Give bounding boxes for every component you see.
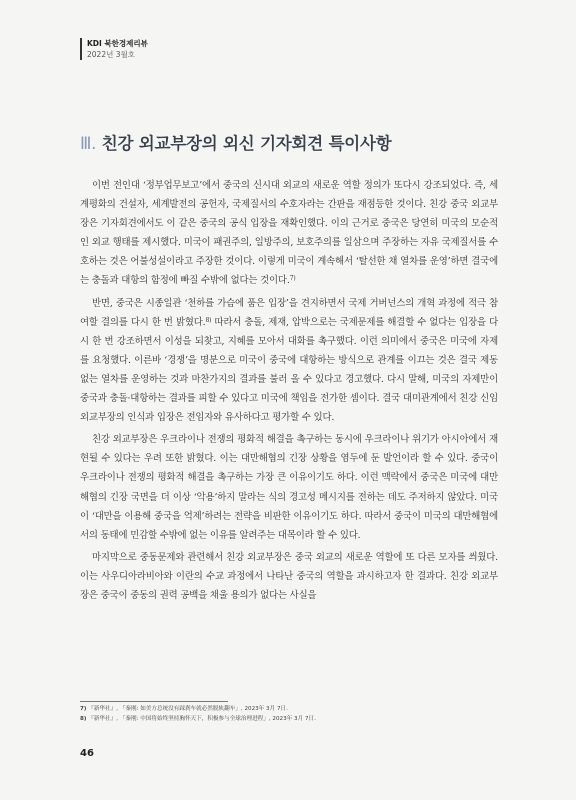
section-number: Ⅲ.: [80, 134, 97, 153]
paragraph-text: 친강 외교부장은 우크라이나 전쟁의 평화적 해결을 촉구하는 동시에 우크라이나 위기가 아시아에서 재현될 수 있다는 우려 또한 밝혔다. 이는 대만해협의 긴장 상황을 염두에 둔 발언이라 할 수 있다. 중국이 우크라이나 전쟁의 평화적 해결을 촉구하는 가장 큰 이유이기도 하다. 이런 맥락에서 중국은 미국에 대만해협의 긴장 국면을 더 이상 ‘악용’하지 말라는 식의 경고성 메시지를 전하는 데도 주저하지 않았다. 미국이 ‘대만을 이용해 중국을 억제’하려는 전략을 비판한 이유이기도 하다. 따라서 중국이 미국의 대만해협에서의 동태에 민감할 수밖에 없는 이유를 알려주는 대목이라 할 수 있다.: [80, 434, 498, 541]
footnote-number: 7): [80, 706, 87, 712]
footnote-8: [80, 715, 500, 725]
paragraph-2: [80, 294, 498, 428]
footnote-number: 8): [80, 715, 87, 722]
page-number: 46: [80, 748, 94, 759]
issue-date: 2022년 3월호: [87, 50, 135, 59]
paragraph-3: [80, 430, 498, 545]
paragraph-text: 이번 전인대 ‘정부업무보고’에서 중국의 신시대 외교의 새로운 역할 정의가 또다시 강조되었다. 즉, 세계평화의 건설자, 세계발전의 공헌자, 국제질서의 수호자라는 간판을 재점등한 것이다. 친강 중국 외교부장은 기자회견에서도 이 같은 중국의 공식 입장을 재확인했다. 이의 근거로 중국은 당연히 미국의 모순적인 외교 행태를 제시했다. 미국이 패권주의, 일방주의, 보호주의를 일삼으며 주장하는 자유 국제질서를 수호하는 것은 어불성설이라고 주장한 것이다. 이렇게 미국이 계속해서 ‘탈선한 채 열차를 운영’하면 결국에는 충돌과 대항의 함정에 빠질 수밖에 없다는 것이다.: [80, 180, 498, 287]
footnote-text: 『新华社』, 「秦刚: 中国将始终坚持胸怀天下，积极参与全球治理进程」, 2023年 3月 7日.: [88, 715, 316, 722]
paragraph-4: [80, 548, 498, 605]
footnote-7: [80, 705, 500, 715]
body-text: [80, 176, 498, 608]
footnote-ref-7: 7): [289, 275, 296, 283]
footnote-divider: [80, 701, 228, 702]
running-header: [80, 38, 148, 60]
paragraph-text: 마지막으로 중동문제와 관련해서 친강 외교부장은 중국 외교의 새로운 역할에 또 다른 모자를 씌웠다. 이는 사우디아라비아와 이란의 수교 과정에서 나타난 중국의 역할을 과시하고자 한 결과다. 친강 외교부장은 중국이 중동의 권력 공백을 채울 용의가 없다는 사실을: [80, 551, 498, 601]
section-heading: 친강 외교부장의 외신 기자회견 특이사항: [101, 134, 392, 153]
publication-name: KDI 북한경제리뷰: [87, 39, 148, 48]
footnotes: [80, 705, 500, 724]
paragraph-text: 반면, 중국은 시종일관 ‘천하를 가슴에 품은 입장’을 견지하면서 국제 거버넌스의 개혁 과정에 적극 참여할 결의를 다시 한 번 밝혔다.: [80, 297, 498, 328]
paragraph-1: [80, 176, 498, 291]
footnote-text: 『新华社』, 「秦刚: 如美方总统没有踩刹车就必然脱轨翻车」, 2023年 3月 7日.: [88, 706, 288, 712]
footnote-ref-8: 8): [205, 316, 212, 324]
paragraph-text-continued: 따라서 충돌, 제재, 압박으로는 국제문제를 해결할 수 없다는 입장을 다시 한 번 강조하면서 이성을 되찾고, 지혜를 모아서 대화를 촉구했다. 이런 의미에서 중국은 미국에 자제를 요청했다. 이른바 ‘경쟁’을 명분으로 미국이 중국에 대항하는 방식으로 관계를 이끄는 것은 결국 제동 없는 열차를 운영하는 것과 마찬가지의 결과를 불러 올 수 있다고 경고했다. 다시 말해, 미국의 자제만이 중국과 충돌·대항하는 결과를 피할 수 있다고 미국에 책임을 전가한 셈이다. 결국 대미관계에서 친강 신임 외교부장의 인식과 입장은 전임자와 유사하다고 평가할 수 있다.: [80, 316, 499, 424]
section-title: [80, 130, 500, 154]
